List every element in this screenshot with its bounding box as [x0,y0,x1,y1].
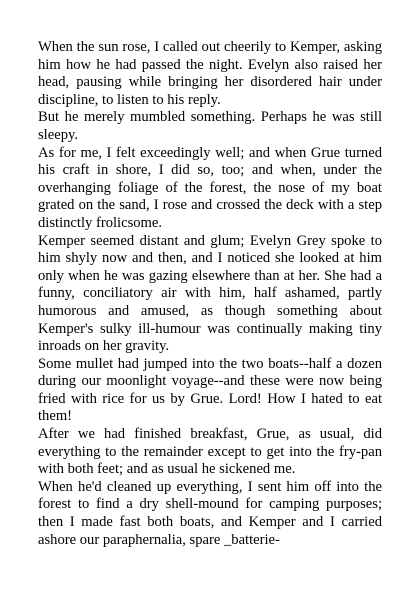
paragraph: When he'd cleaned up everything, I sent him off into the forest to find a dry shell-mound for camping purposes; then I made fast both boats, and Kemper and I carried ashore our paraphernalia, spare _batterie- [38,478,382,548]
paragraph: But he merely mumbled something. Perhaps he was still sleepy. [38,109,382,143]
document-page [38,39,382,549]
paragraph: Kemper seemed distant and glum; Evelyn Grey spoke to him shyly now and then, and I noticed she looked at him only when he was gazing elsewhere than at her. She had a funny, conciliatory air with him, half ashamed, partly humorous and amused, as though something about Kemper's sulky ill-humour was continually making tiny inroads on her gravity. [38,232,382,355]
paragraph: When the sun rose, I called out cheerily to Kemper, asking him how he had passed the night. Evelyn also raised her head, pausing while bringing her disordered hair under discipline, to listen to his reply. [38,39,382,108]
paragraph: As for me, I felt exceedingly well; and when Grue turned his craft in shore, I did so, too; and when, under the overhanging foliage of the forest, the nose of my boat grated on the sand, I rose and crossed the deck with a step distinctly frolicsome. [38,144,382,231]
paragraph: Some mullet had jumped into the two boats--half a dozen during our moonlight voyage--and these were now being fried with rice for us by Grue. Lord! How I hated to eat them! [38,355,382,425]
paragraph: After we had finished breakfast, Grue, as usual, did everything to the remainder except to get into the fry-pan with both feet; and as usual he sickened me. [38,426,382,478]
